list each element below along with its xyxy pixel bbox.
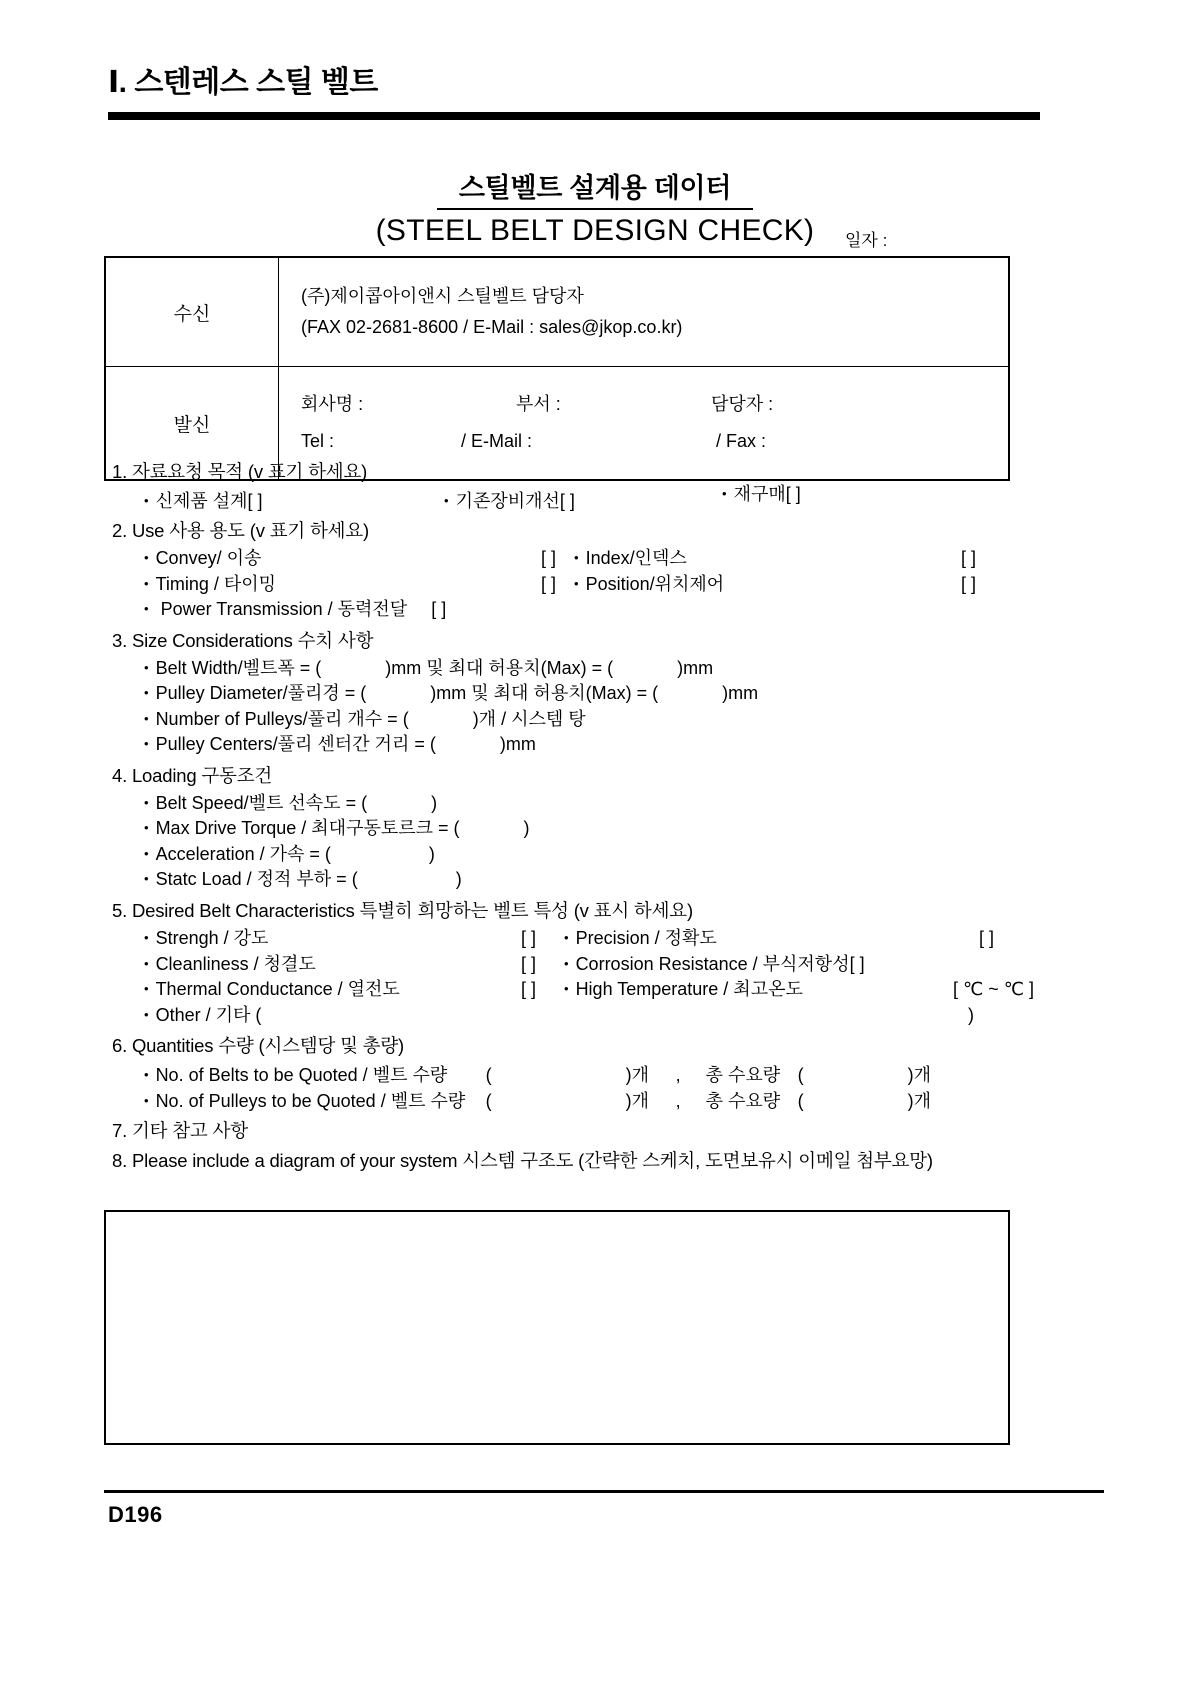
sender-line-1: [301, 389, 1008, 426]
section-1: [112, 458, 1042, 513]
fax-field[interactable]: / Fax :: [716, 431, 767, 451]
section-4-heading: 4. Loading 구동조건: [112, 764, 273, 786]
email-field[interactable]: / E-Mail :: [461, 431, 533, 451]
section-2-heading: 2. Use 사용 용도 (v 표기 하세요): [112, 520, 369, 541]
qty-belts-comma: ,: [675, 1065, 681, 1086]
char-corrosion-resistance[interactable]: [564, 952, 1034, 978]
qty-pulleys-row: [144, 1087, 1042, 1113]
document-title-block: [0, 166, 1190, 248]
char-high-temperature-label: • High Temperature / 최고온도: [575, 979, 803, 1000]
use-power-transmission[interactable]: [144, 597, 446, 623]
section-6-heading: 6. Quantities 수량 (시스템당 및 총량): [112, 1035, 404, 1057]
document-title-korean: 스틸벨트 설계용 데이터: [437, 166, 753, 210]
option-new-product-design-box[interactable]: [ ]: [247, 491, 263, 511]
char-precision-label: • Precision / 정확도: [575, 928, 717, 949]
section-6: [112, 1032, 1042, 1113]
char-cleanliness-box[interactable]: [ ]: [520, 953, 536, 974]
use-power-transmission-label: Power Transmission / 동력전달: [160, 599, 408, 620]
contact-person-field[interactable]: 담당자 :: [711, 394, 774, 415]
char-cleanliness-label: • Cleanliness / 청결도: [155, 953, 316, 974]
qty-pulleys-total-close-unit: [908, 1087, 931, 1113]
option-new-product-design[interactable]: [144, 487, 444, 513]
chapter-header: [108, 66, 1108, 101]
qty-pulleys-paren-close: ): [625, 1091, 632, 1112]
use-timing[interactable]: [144, 572, 574, 598]
qty-pulleys-label: • No. of Pulleys to be Quoted / 벨트 수량: [155, 1091, 466, 1112]
qty-pulleys-unit: 개: [631, 1091, 649, 1112]
table-row-receiver: [105, 257, 1009, 367]
use-index-box[interactable]: [ ]: [960, 548, 976, 568]
use-convey-box[interactable]: [ ]: [540, 548, 556, 568]
size-pulley-centers-end: )mm: [499, 734, 536, 755]
size-number-of-pulleys[interactable]: [144, 707, 1042, 733]
loading-max-drive-torque-label: • Max Drive Torque / 최대구동토르크 = (: [155, 818, 460, 839]
option-equipment-improvement-box[interactable]: [ ]: [559, 491, 575, 511]
section-4-body: [112, 791, 1042, 893]
section-5-row-1: [144, 926, 1042, 952]
option-equipment-improvement[interactable]: [444, 487, 722, 513]
size-pulley-diameter-end: )mm: [722, 683, 759, 704]
char-thermal-conductance-box[interactable]: [ ]: [520, 979, 536, 1000]
use-position-box[interactable]: [ ]: [960, 573, 976, 594]
receiver-line-1: (주)제이콥아이앤시 스틸벨트 담당자: [301, 286, 584, 307]
qty-belts-label: • No. of Belts to be Quoted / 벨트 수량: [155, 1065, 448, 1086]
loading-static-load-label: • Statc Load / 정적 부하 = (: [155, 869, 358, 890]
department-field[interactable]: 부서 :: [516, 394, 561, 415]
qty-belts-row: [144, 1061, 1042, 1087]
section-2-row-1: [144, 546, 1042, 572]
char-other-end[interactable]: ): [968, 1004, 974, 1025]
qty-pulleys-total-label: 총 수요량: [705, 1091, 781, 1112]
form-sections: [112, 458, 1042, 1177]
section-3-heading: 3. Size Considerations 수치 사항: [112, 629, 374, 651]
section-6-body: [112, 1061, 1042, 1113]
qty-belts-total-unit: 개: [913, 1065, 931, 1086]
diagram-drawing-area[interactable]: [104, 1210, 1010, 1445]
size-pulley-centers[interactable]: [144, 732, 1042, 758]
size-pulley-diameter[interactable]: [144, 681, 1042, 707]
section-1-options-row: [144, 484, 1042, 513]
section-5: [112, 897, 1042, 1028]
size-belt-width-label: • Belt Width/벨트폭 = (: [155, 657, 322, 678]
loading-acceleration[interactable]: [144, 842, 1042, 868]
option-repurchase-label: • 재구매: [733, 484, 786, 504]
qty-pulleys-paren-open[interactable]: (: [485, 1091, 492, 1112]
use-position[interactable]: [574, 572, 994, 598]
use-timing-box[interactable]: [ ]: [540, 573, 556, 594]
sender-line-2: [301, 426, 1008, 457]
size-belt-width[interactable]: [144, 656, 1042, 682]
qty-belts-total-open[interactable]: (: [797, 1065, 804, 1086]
size-belt-width-end: )mm: [677, 657, 714, 678]
char-strength[interactable]: [144, 926, 564, 952]
use-power-transmission-box[interactable]: [ ]: [431, 599, 447, 620]
qty-belts-total-close-unit: [908, 1061, 931, 1087]
section-5-row-4: [144, 1003, 974, 1029]
sender-label: 발신: [105, 367, 279, 481]
qty-belts-paren-open[interactable]: (: [485, 1065, 492, 1086]
qty-pulleys-total-open[interactable]: (: [797, 1091, 804, 1112]
section-2-body: [112, 546, 1042, 623]
char-corrosion-resistance-box[interactable]: [ ]: [849, 953, 865, 974]
char-strength-box[interactable]: [ ]: [520, 928, 536, 949]
section-5-row-3: [144, 977, 1042, 1003]
section-2-row-3: [144, 597, 1042, 623]
section-4: [112, 762, 1042, 893]
loading-static-load-end: ): [455, 869, 462, 890]
char-high-temperature[interactable]: [564, 977, 1034, 1003]
char-other-label: • Other / 기타 (: [144, 1003, 261, 1029]
loading-static-load[interactable]: [144, 867, 1042, 893]
option-equipment-improvement-label: • 기존장비개선: [455, 491, 560, 511]
char-thermal-conductance-label: • Thermal Conductance / 열전도: [155, 979, 400, 1000]
option-repurchase[interactable]: [722, 480, 801, 506]
qty-belts-unit: 개: [631, 1065, 649, 1086]
qty-pulleys-close-unit: [626, 1087, 676, 1113]
size-pulley-diameter-mid: )mm 및 최대 허용치(Max) = (: [430, 683, 659, 704]
receiver-content: [279, 257, 1010, 367]
char-cleanliness[interactable]: [144, 952, 564, 978]
qty-pulleys-total-unit: 개: [913, 1091, 931, 1112]
char-precision-box[interactable]: [ ]: [978, 928, 994, 949]
char-precision[interactable]: [564, 926, 1034, 952]
section-1-heading: 1. 자료요청 목적 (v 표기 하세요): [112, 461, 368, 482]
qty-belts-total-label: 총 수요량: [705, 1065, 781, 1086]
qty-pulleys-comma: ,: [675, 1091, 681, 1112]
option-repurchase-box[interactable]: [ ]: [785, 484, 801, 504]
section-7-heading: 7. 기타 참고 사항: [112, 1120, 248, 1142]
loading-max-drive-torque[interactable]: [144, 816, 1042, 842]
char-thermal-conductance[interactable]: [144, 977, 564, 1003]
section-5-row-2: [144, 952, 1042, 978]
receiver-label: 수신: [105, 257, 279, 367]
loading-acceleration-label: • Acceleration / 가속 = (: [155, 843, 331, 864]
section-2: [112, 517, 1042, 623]
loading-belt-speed-label: • Belt Speed/벨트 선속도 = (: [155, 792, 368, 813]
size-pulley-diameter-label: • Pulley Diameter/풀리경 = (: [155, 683, 367, 704]
chapter-title: Ⅰ. 스텐레스 스틸 벨트: [108, 66, 378, 99]
section-3: [112, 627, 1042, 758]
size-pulley-centers-label: • Pulley Centers/풀리 센터간 거리 = (: [155, 734, 436, 755]
size-number-of-pulleys-end: )개 / 시스템 탕: [472, 708, 586, 729]
section-5-body: [112, 926, 1042, 1028]
footer-divider: [104, 1490, 1104, 1493]
use-convey[interactable]: [144, 546, 574, 572]
use-position-label: • Position/위치제어: [585, 573, 725, 594]
use-timing-label: • Timing / 타이밍: [155, 573, 277, 594]
section-8: [112, 1147, 1042, 1173]
char-strength-label: • Strengh / 강도: [155, 928, 269, 949]
use-convey-label: • Convey/ 이송: [155, 548, 262, 568]
size-belt-width-mid: )mm 및 최대 허용치(Max) = (: [385, 657, 614, 678]
option-new-product-design-label: • 신제품 설계: [155, 491, 248, 511]
section-8-heading: 8. Please include a diagram of your system 시스템 구조도 (간략한 스케치, 도면보유시 이메일 첨부요망): [112, 1150, 933, 1172]
use-index[interactable]: [574, 546, 994, 572]
qty-belts-total-close: ): [907, 1065, 914, 1086]
section-2-row-2: [144, 572, 1042, 598]
page-number: D196: [108, 1502, 163, 1527]
tel-field[interactable]: Tel :: [301, 431, 335, 451]
use-index-label: • Index/인덱스: [585, 548, 687, 568]
char-high-temperature-box[interactable]: [ ℃ ~ ℃ ]: [953, 979, 1034, 1000]
qty-belts-close-unit: [626, 1061, 676, 1087]
company-field[interactable]: 회사명 :: [301, 394, 364, 415]
size-number-of-pulleys-label: • Number of Pulleys/풀리 개수 = (: [155, 708, 409, 729]
chapter-divider: [108, 112, 1040, 120]
section-3-body: [112, 656, 1042, 758]
contact-info-table: [104, 256, 1010, 481]
char-corrosion-resistance-label: • Corrosion Resistance / 부식저항성: [575, 953, 850, 974]
section-7: [112, 1117, 1042, 1143]
qty-belts-paren-close: ): [625, 1065, 632, 1086]
section-1-body: [112, 484, 1042, 513]
loading-belt-speed[interactable]: [144, 791, 1042, 817]
date-label: 일자 :: [845, 231, 888, 250]
receiver-line-2: (FAX 02-2681-8600 / E-Mail : sales@jkop.co.kr): [301, 317, 683, 337]
loading-max-drive-torque-end: ): [523, 818, 530, 839]
document-title-english: (STEEL BELT DESIGN CHECK): [375, 214, 815, 247]
loading-belt-speed-end: ): [431, 792, 438, 813]
section-5-heading: 5. Desired Belt Characteristics 특별히 희망하는 벨트 특성 (v 표시 하세요): [112, 900, 693, 922]
loading-acceleration-end: ): [428, 843, 435, 864]
qty-pulleys-total-close: ): [907, 1091, 914, 1112]
